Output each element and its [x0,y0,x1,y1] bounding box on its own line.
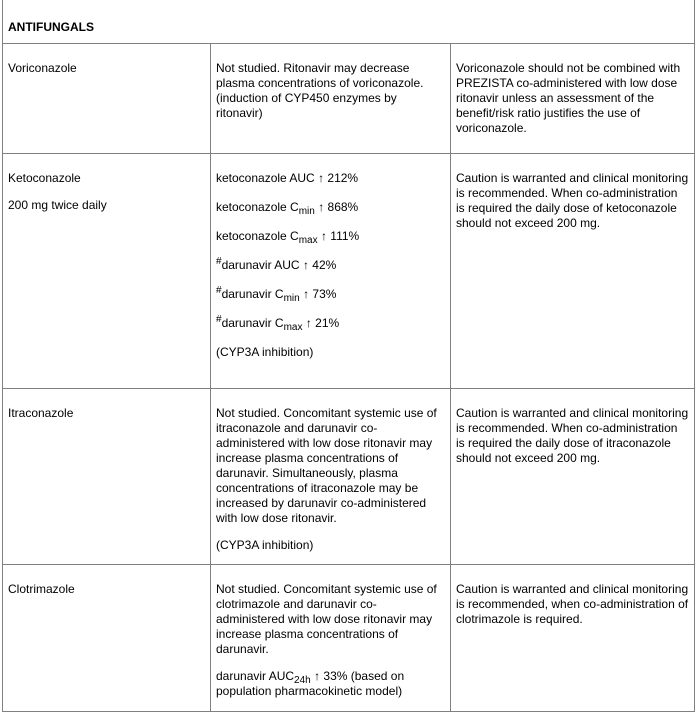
table-row [3,389,695,565]
drug-name: Ketoconazole [8,171,81,185]
table-row [3,44,695,154]
pk-effect: #darunavir AUC ↑ 42% [216,256,337,272]
mechanism-text: (CYP3A inhibition) [216,345,314,359]
pk-effect: ketoconazole $C_{min}$ ↑ 868% [216,200,359,217]
interaction-text: Not studied. Concomitant systemic use of itraconazole and darunavir co-administered with low dose ritonavir may increase plasma concentrations of darunavir. Simultaneously, plasma concentrations of itraconazole may be increased by darunavir co-administered with low dose ritonavir. [216,406,437,525]
interaction-text: Not studied. Ritonavir may decrease plasma concentrations of voriconazole. (induction of CYP450 enzymes by ritonavir) [216,61,424,120]
pk-effect: #darunavir $C_{min}$ ↑ 73% [216,285,337,304]
section-header-row [3,0,695,44]
pk-effect: darunavir $AUC_{24h}$ ↑ 33% (based on population pharmacokinetic model) [216,669,405,698]
drug-name: Voriconazole [8,61,77,75]
recommendation-text: Caution is warranted and clinical monitoring is recommended. When co-administration is required the daily dose of ketoconazole should not exceed 200 mg. [456,171,689,230]
pk-effect: ketoconazole $C_{max}$ ↑ 111% [216,229,360,246]
section-title: ANTIFUNGALS [8,20,94,34]
mechanism-text: (CYP3A inhibition) [216,538,314,552]
recommendation-text: Caution is warranted and clinical monitoring is recommended, when co-administration of clotrimazole is required. [456,582,689,626]
table-row [3,154,695,389]
table-row [3,565,695,712]
recommendation-text: Caution is warranted and clinical monitoring is recommended. When co-administration is required the daily dose of itraconazole should not exceed 200 mg. [456,406,689,465]
drug-name: Clotrimazole [8,582,75,596]
drug-name: Itraconazole [8,406,74,420]
interaction-text: Not studied. Concomitant systemic use of clotrimazole and darunavir co-administered with low dose ritonavir may increase plasma concentrations of darunavir. [216,582,437,656]
pk-effect: ketoconazole AUC ↑ 212% [216,171,359,185]
interaction-table [2,0,695,712]
drug-dose: 200 mg twice daily [8,198,107,212]
pk-effect: #darunavir $C_{max}$ ↑ 21% [216,314,340,333]
recommendation-text: Voriconazole should not be combined with PREZISTA co-administered with low dose ritonavir unless an assessment of the benefit/risk ratio justifies the use of voriconazole. [456,61,681,135]
